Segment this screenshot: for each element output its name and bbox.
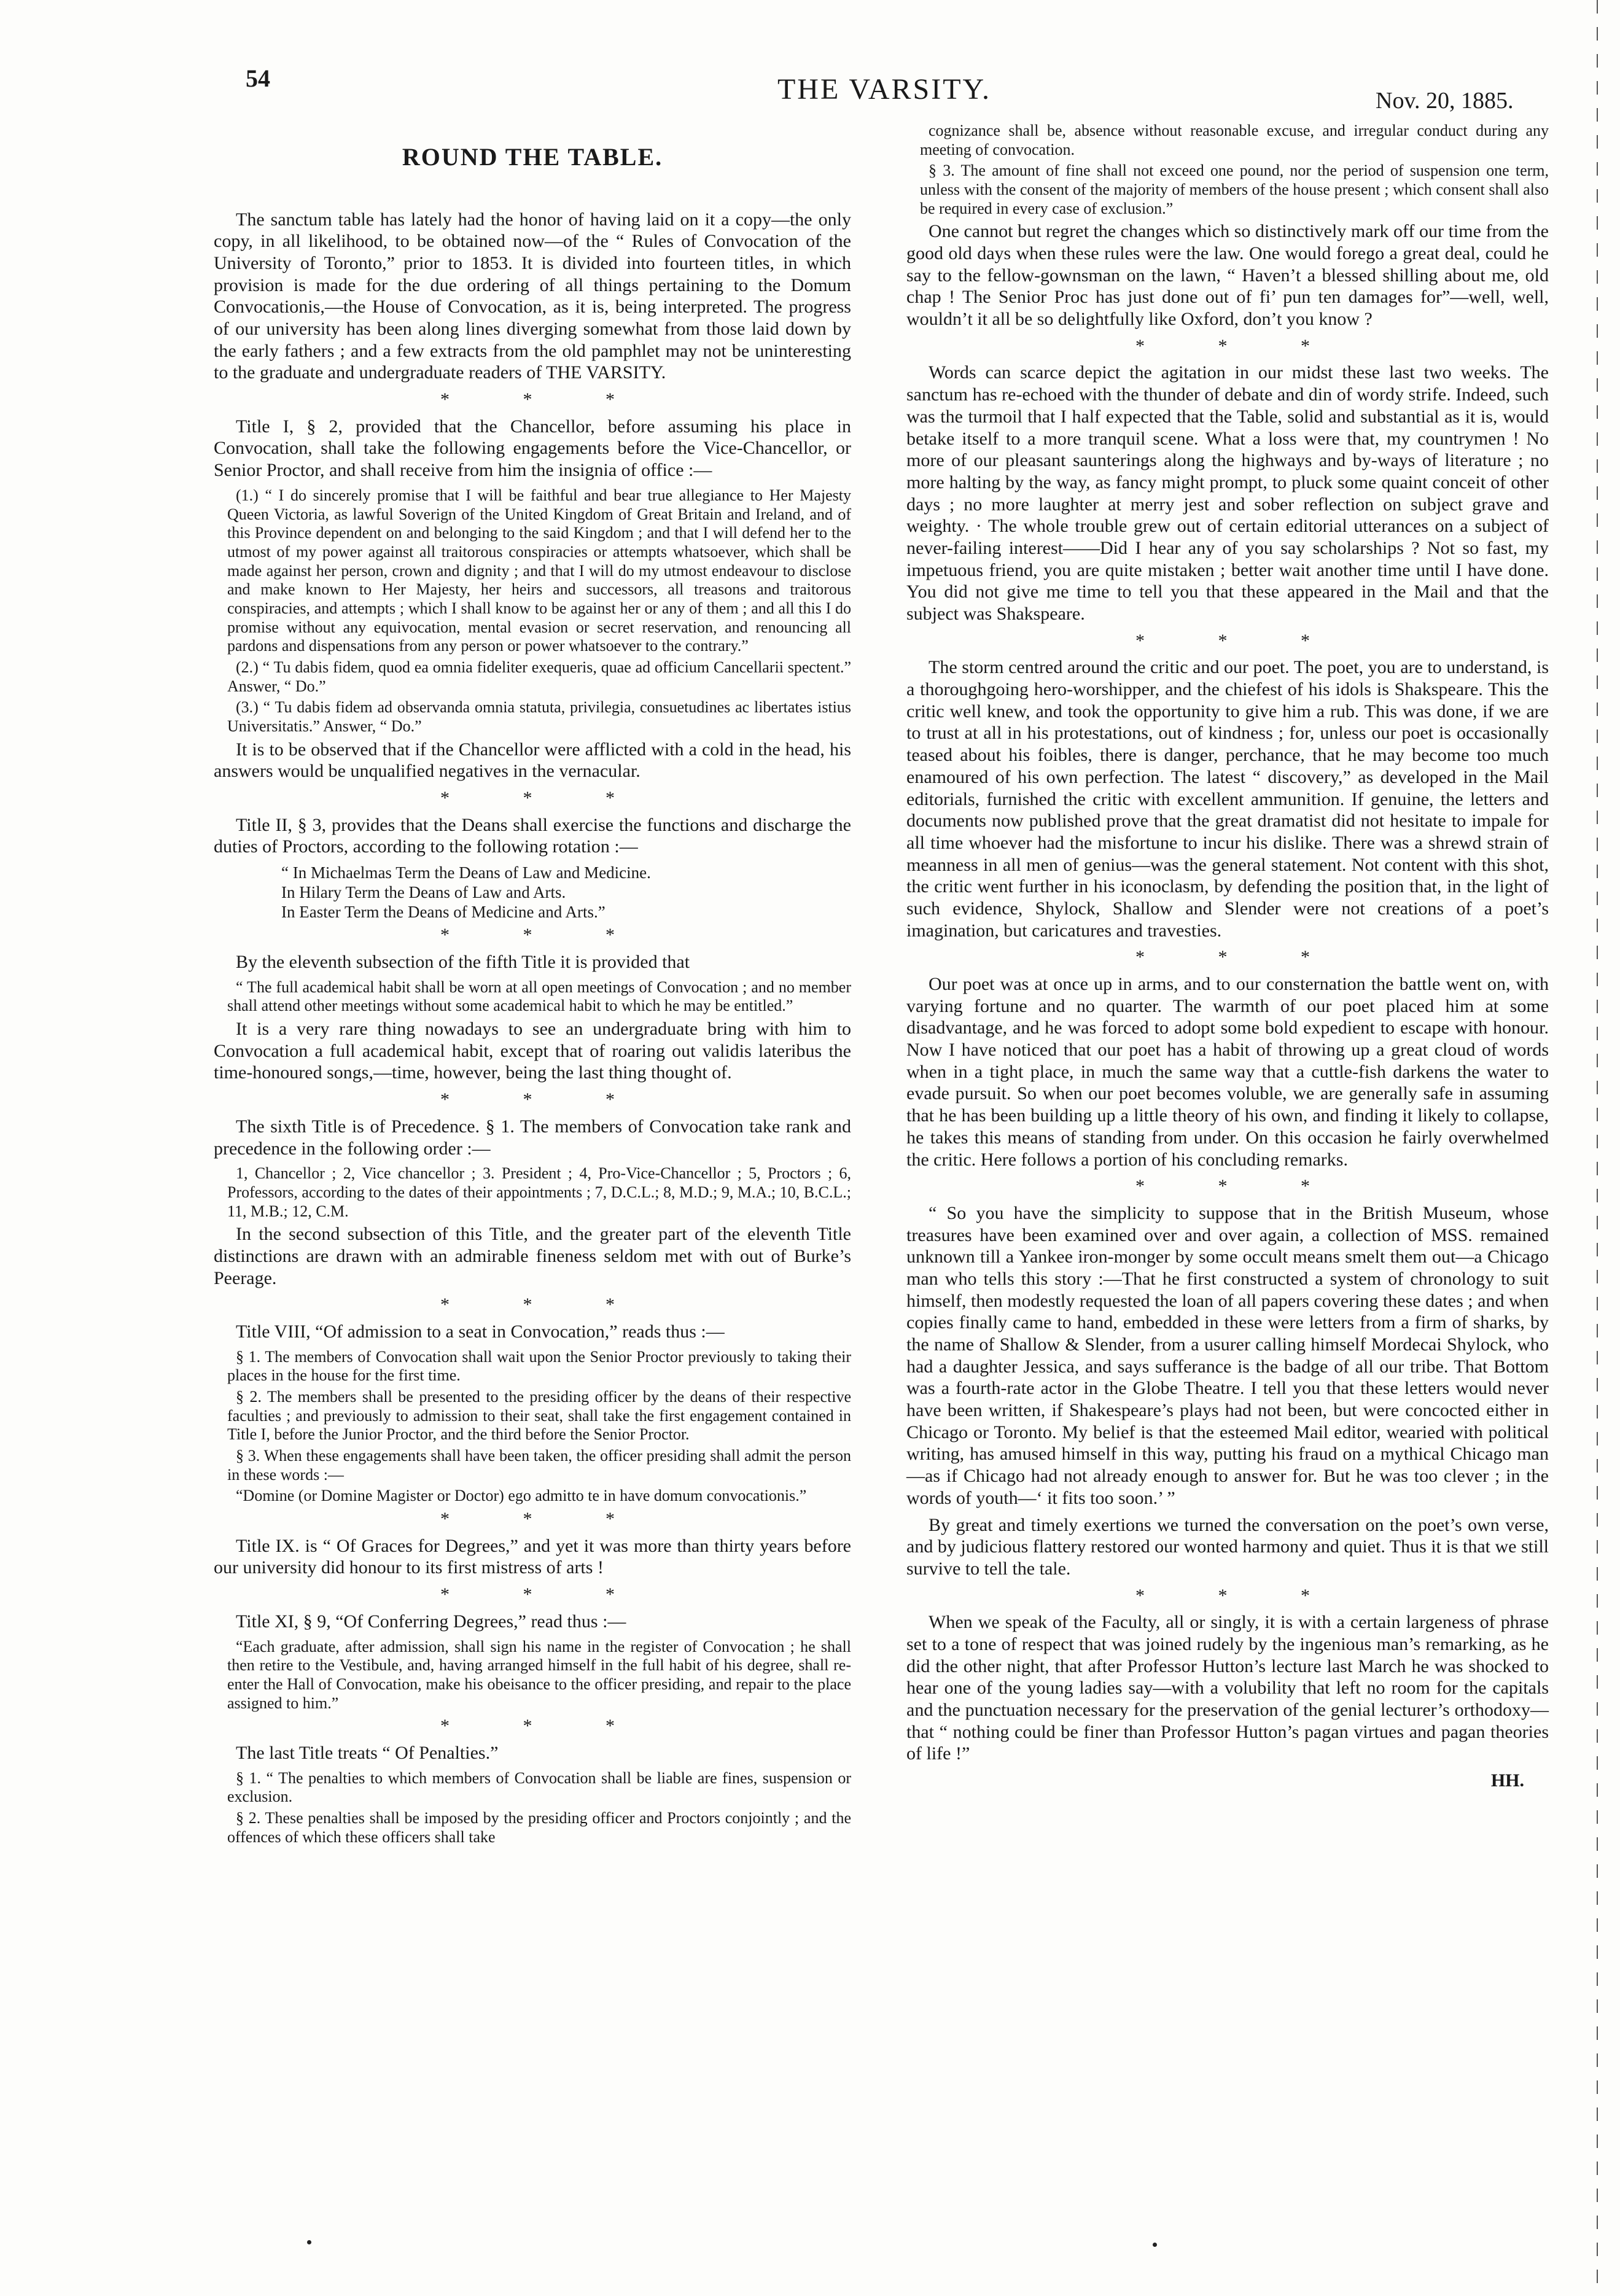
section-separator: * * * [440,1584,649,1605]
ink-speck [1153,2243,1157,2247]
section-separator: * * * [440,1716,649,1737]
verse-line: In Hilary Term the Deans of Law and Arts. [281,883,566,902]
masthead: THE VARSITY. [777,73,992,106]
paragraph: The last Title treats “ Of Penalties.” [236,1742,499,1763]
paragraph: The sanctum table has lately had the honor of having laid on it a copy—the only copy, in all likelihood, to be obtained now—of the “ Rules of Convocation of the University of Toronto,” prior to 1853. It is divided into fourteen titles, in which provision is made for the due ordering of all things pertaining to the Domum Convocationis,—the House of Convocation, as it is, being interpreted. The progress of our university has been along lines diverging somewhat from those laid down by the early fathers ; and a few extracts from the old pamphlet may not be uninteresting to the graduate and undergraduate readers of THE VARSITY. [214,209,851,383]
paragraph: By great and timely exertions we turned the conversation on the poet’s own verse, and by judicious flattery restored our wonted harmony and quiet. Thus it is that we still survive to tell the tale. [906,1514,1549,1579]
paragraph: By the eleventh subsection of the fifth Title it is provided that [236,952,690,973]
quoted-rule: (2.) “ Tu dabis fidem, quod ea omnia fideliter exequeris, quae ad officium Cancellarii spectent.” Answer, “ Do.” [227,658,851,695]
quoted-rule: § 3. When these engagements shall have been taken, the officer presiding shall admit the person in these words :— [227,1447,851,1484]
section-separator: * * * [1135,947,1344,968]
author-signature: HH. [1490,1770,1524,1791]
paragraph: One cannot but regret the changes which so distinctively mark off our time from the good old days when these rules were the law. One would forego a great deal, could he say to the fellow-gownsman on the lawn, “ Haven’t a blessed shilling about me, old chap ! The Senior Proc has just done out of fi’ pun ten damages for”—well, well, wouldn’t it all be so delightfully like Oxford, don’t you know ? [906,221,1549,330]
right-column [906,122,1549,1792]
left-column [214,142,851,1849]
quoted-rule: (1.) “ I do sincerely promise that I will be faithful and bear true allegiance to Her Majesty Queen Victoria, as lawful Soverign of the United Kingdom of Great Britain and Ireland, and of this Province dependent on and belonging to the said Kingdom ; and that I will defend her to the utmost of my power against all traitorous conspiracies or attempts whatsoever, which shall be made against her person, crown and dignity ; and that I will do my utmost endeavour to disclose and make known to Her Majesty, her heirs and successors, all treasons and traitorous conspiracies, and attempts ; which I shall know to be against her or any of them ; and all this I do promise without any equivocation, mental evasion or secret reservation, and renouncing all pardons and dispensations from any person or power whatsoever to the contrary.” [227,486,851,655]
section-separator: * * * [440,925,649,946]
paragraph: Our poet was at once up in arms, and to our consternation the battle went on, with varying fortune and no quarter. The warmth of our poet placed him at some disadvantage, and he was forced to adopt some bold expedient to escape with honour. Now I have noticed that our poet has a habit of throwing up a great cloud of words when in a tight place, in much the same way that a cuttle-fish darkens the water to evade pursuit. So when our poet becomes voluble, we are generally safe in assuming that he has been building up a little theory of his own, and finding it likely to collapse, he takes this means of standing from under. On this occasion he fairly overwhelmed the critic. Here follows a portion of his concluding remarks. [906,974,1549,1170]
quoted-rule: “ The full academical habit shall be worn at all open meetings of Convocation ; and no member shall attend other meetings without some academical habit to which he may be entitled.” [227,978,851,1015]
verse-line: “ In Michaelmas Term the Deans of Law and Medicine. [281,863,651,882]
paragraph: It is a very rare thing nowadays to see an undergraduate bring with him to Convocation a full academical habit, except that of roaring out validis lateribus the time-honoured songs,—time, however, being the last thing thought of. [214,1019,851,1083]
section-separator: * * * [440,787,649,808]
quoted-rule: § 3. The amount of fine shall not exceed one pound, nor the period of suspension one term, unless with the consent of the majority of members of the house present ; which consent shall also be required in every case of exclusion.” [920,161,1549,217]
paragraph: Title XI, § 9, “Of Conferring Degrees,” read thus :— [236,1611,626,1632]
paragraph: The storm centred around the critic and our poet. The poet, you are to understand, is a thoroughgoing hero-worshipper, and the chiefest of his idols is Shakspeare. This the critic well knew, and took the opportunity to give him a rub. This was done, if we are to trust at all in his protestations, out of kindness ; for, unless our poet is occasionally teased about his foibles, there is danger, perchance, that he may become too much enamoured of his own perfection. The latest “ discovery,” as developed in the Mail editorials, furnished the critic with excellent ammunition. If genuine, the letters and documents now published prove that the great dramatist did not hesitate to impale for all time whoever had the misfortune to incur his dislike. There was a shrewd strain of meanness in all men of genius—was the general statement. Not content with this shot, the critic went further in his iconoclasm, by defending the position that, in the light of such evidence, Shylock, Shallow and Slender were not creations of a poet’s imagination, but caricatures and travesties. [906,657,1549,941]
quoted-rule: “Each graduate, after admission, shall sign his name in the register of Convocation ; he shall then retire to the Vestibule, and, having arranged himself in the full habit of his degree, shall re-enter the Hall of Convocation, make his obeisance to the officer presiding, and repair to the place assigned to him.” [227,1637,851,1712]
quoted-rule: 1, Chancellor ; 2, Vice chancellor ; 3. President ; 4, Pro-Vice-Chancellor ; 5, Proctors ; 6, Professors, according to the dates of their appointments ; 7, D.C.L.; 8, M.D.; 9, M.A.; 10, B.C.L.; 11, M.B.; 12, C.M. [227,1164,851,1220]
page-number: 54 [246,64,270,92]
quoted-rule: § 2. These penalties shall be imposed by the presiding officer and Proctors conjointly ; and the offences of which these officers shall take [227,1808,851,1846]
quoted-rule: (3.) “ Tu dabis fidem ad observanda omnia statuta, privilegia, consuetudines ac libertates istius Universitatis.” Answer, “ Do.” [227,698,851,735]
paragraph: In the second subsection of this Title, and the greater part of the eleventh Title distinctions are drawn with an admirable fineness seldom met with out of Burke’s Peerage. [214,1224,851,1288]
section-separator: * * * [440,389,649,410]
paragraph: Title VIII, “Of admission to a seat in Convocation,” reads thus :— [236,1321,725,1342]
quoted-rule: § 1. “ The penalties to which members of Convocation shall be liable are fines, suspension or exclusion. [227,1769,851,1806]
issue-date: Nov. 20, 1885. [1376,88,1514,114]
article-title: ROUND THE TABLE. [402,143,663,171]
paragraph: It is to be observed that if the Chancellor were afflicted with a cold in the head, his answers would be unqualified negatives in the vernacular. [214,739,851,782]
section-separator: * * * [1135,1176,1344,1197]
paragraph: Title II, § 3, provides that the Deans shall exercise the functions and discharge the duties of Proctors, according to the following rotation :— [214,814,851,857]
paragraph: “ So you have the simplicity to suppose that in the British Museum, whose treasures have been examined over and over again, a collection of MSS. remained unknown till a Yankee iron-monger by some occult means smelt them out—a Chicago man who tells this story :—That he first constructed a system of chronology to suit himself, then modestly requested the loan of all papers covering these dates ; and when copies finally came to hand, embedded in these were letters from a firm of sharks, by the name of Shallow & Slender, from a usurer calling himself Mordecai Shylock, who had a daughter Jessica, and says sufferance is the badge of all our tribe. That Bottom was a fourth-rate actor in the Globe Theatre. I tell you that these letters would never have been written, if Shakespeare’s plays had not been, but were concocted either in Chicago or Toronto. My belief is that the esteemed Mail editor, wearied with political writing, has amused himself in this way, putting his fraud on a mythical Chicago man—as if Chicago had not already enough to answer for. But he was too clever ; in the words of youth—‘ it fits too soon.’ ” [906,1202,1549,1508]
quoted-rule: § 1. The members of Convocation shall wait upon the Senior Proctor previously to taking their places in the house for the first time. [227,1347,851,1385]
section-separator: * * * [440,1509,649,1530]
quoted-rule: “Domine (or Domine Magister or Doctor) ego admitto te in have domum convocationis.” [236,1487,807,1505]
paragraph: Words can scarce depict the agitation in our midst these last two weeks. The sanctum has re-echoed with the thunder of debate and din of wordy strife. Indeed, such was the turmoil that I half expected that the Table, solid and substantial as it is, would betake itself to a more tranquil scene. What a loss were that, my countrymen ! No more of our pleasant saunterings along the highways and by-ways of literature ; no more halting by the way, as fancy might prompt, to pluck some quaint conceit of other days ; no more laughter at merry jest and sober reflection on subject grave and weighty. · The whole trouble grew out of certain editorial utterances on a subject of never-failing interest——Did I hear any of you say scholarships ? Not so fast, my impetuous friend, you are quite mistaken ; better wait another time until I have done. You did not give me time to tell you that these appeared in the Mail and that the subject was Shakspeare. [906,362,1549,625]
ink-speck [307,2240,311,2244]
section-separator: * * * [1135,630,1344,651]
paragraph: Title IX. is “ Of Graces for Degrees,” and yet it was more than thirty years before our university did honour to its first mistress of arts ! [214,1535,851,1578]
binding-edge [1597,0,1598,2296]
paragraph: The sixth Title is of Precedence. § 1. The members of Convocation take rank and precedence in the following order :— [214,1116,851,1159]
paragraph: Title I, § 2, provided that the Chancellor, before assuming his place in Convocation, shall take the following engagements before the Vice-Chancellor, or Senior Proctor, and shall receive from him the insignia of office :— [214,416,851,481]
paragraph: When we speak of the Faculty, all or singly, it is with a certain largeness of phrase set to a tone of respect that was joined rudely by the ingenious man’s remarking, as he did the other night, that after Professor Hutton’s lecture last March he was shocked to hear one of the young ladies say—with a volubility that left no room for the capitals and the punctuation necessary for the preservation of the genial lecturer’s orthodoxy—that “ nothing could be finer than Professor Hutton’s pagan virtues and pagan theories of life !” [906,1612,1549,1764]
quoted-rule: cognizance shall be, absence without reasonable excuse, and irregular conduct during any meeting of convocation. [920,122,1549,158]
verse-line: In Easter Term the Deans of Medicine and Arts.” [281,903,606,922]
section-separator: * * * [1135,1585,1344,1606]
quoted-rule: § 2. The members shall be presented to the presiding officer by the deans of their respective faculties ; and previously to admission to their seat, shall take the first engagement contained in Title I, before the Junior Proctor, and the third before the Senior Proctor. [227,1388,851,1444]
section-separator: * * * [440,1089,649,1110]
section-separator: * * * [1135,335,1344,356]
section-separator: * * * [440,1294,649,1315]
